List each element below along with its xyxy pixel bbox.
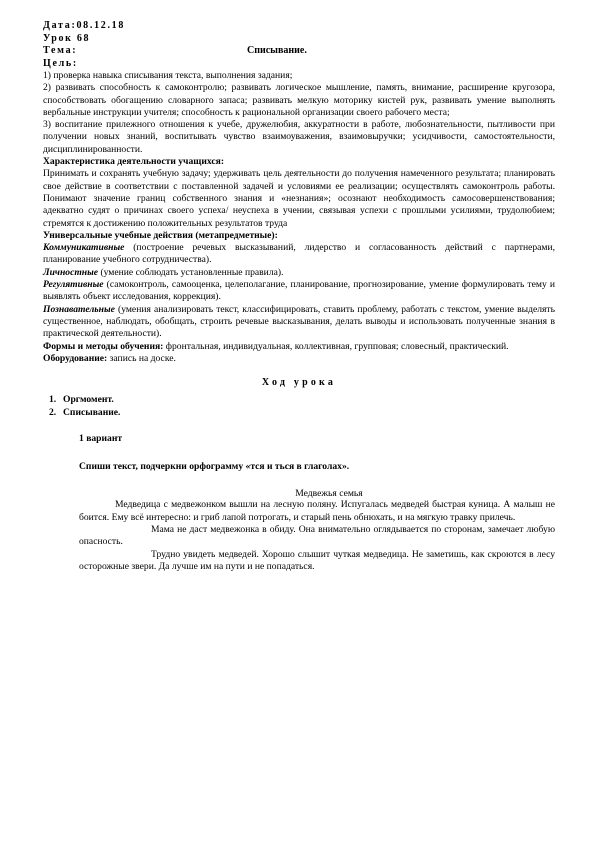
activity-text: Принимать и сохранять учебную задачу; удерживать цель деятельности до получения намеченного результата; планировать свое действие в соответствии с поставленной задачей и условиями ее реализации; осуществлять самоконтроль работы. Понимают значение границ собственного знания и «незнания»; осознают необходимость самосовершенствования; адекватно судят о причинах своего успеха/ неуспеха в учении, связывая успехи с прошлыми усилиями, трудолюбием; стремятся к достижению положительных результатов труда <box>43 168 555 229</box>
uud-communicative-label: Коммуникативные <box>43 242 125 254</box>
document-page <box>43 20 555 573</box>
forms-text: фронтальная, индивидуальная, коллективная, групповая; словесный, практический. <box>163 340 509 352</box>
uud-regulative <box>43 279 555 304</box>
forms-label: Формы и методы обучения: <box>43 340 164 352</box>
goal-label: Цель: <box>43 57 78 69</box>
lesson-number: Урок 68 <box>43 32 91 44</box>
story-paragraph: Мама не даст медвежонка в обиду. Она внимательно оглядывается по сторонам, замечает любую опасность. <box>79 523 555 548</box>
theme-title: Списывание. <box>247 45 307 56</box>
course-title: Ход урока <box>261 377 337 389</box>
task-instruction: Спиши текст, подчеркни орфограмму «тся и ться в глаголах». <box>79 461 350 473</box>
story-paragraph: Медведица с медвежонком вышли на лесную поляну. Испугалась медведей быстрая куница. А малыш не боится. Ему всё интересно: и гриб лапой потрогать, и старый пень обнюхать, и на мягкую травку прилечь. <box>79 499 555 523</box>
goal-2: 2) развивать способность к самоконтролю; развивать логическое мышление, память, внимание, расширение кругозора, способствовать обогащению словарного запаса; развивать мелкую моторику кистей рук, развивать умение выполнять вербальные инструкции учителя; способность к рациональной организации своего рабочего места; <box>43 82 555 118</box>
goal-1: 1) проверка навыка списывания текста, выполнения задания; <box>43 70 293 81</box>
course-step-label: Списывание. <box>63 406 121 418</box>
course-steps <box>43 394 555 420</box>
theme-row <box>43 45 555 58</box>
story-paragraph: Трудно увидеть медведей. Хорошо слышит чуткая медведица. Не заметишь, как скроются в лесу осторожные звери. Да лучше им на пути и не попадаться. <box>79 548 555 572</box>
equipment-label: Оборудование: <box>43 352 108 364</box>
uud-cognitive-text: (умения анализировать текст, классифицировать, ставить проблему, работать с текстом, умение выделять существенное, наблюдать, обобщать, строить речевые высказывания, делать выводы и использовать полученные знания в практической деятельности). <box>43 303 555 340</box>
course-step <box>43 394 555 407</box>
course-step-label: Оргмомент. <box>63 394 114 406</box>
uud-personal-label: Личностные <box>43 266 99 278</box>
course-step <box>43 407 555 420</box>
uud-personal <box>43 267 555 279</box>
uud-title: Универсальные учебные действия (метапредметные): <box>43 229 278 241</box>
story-title: Медвежья семья <box>295 488 363 500</box>
uud-communicative <box>43 242 555 267</box>
activity-title: Характеристика деятельности учащихся: <box>43 156 225 168</box>
equipment-text: запись на доске. <box>107 352 176 364</box>
uud-regulative-text: (самоконтроль, самооценка, целеполагание, планирование, прогнозирование, умение формулировать тему и выявлять объект исследования, коррекция). <box>43 279 555 303</box>
goal-3: 3) воспитание прилежного отношения к учебе, дружелюбия, аккуратности в работе, любознательности, пытливости при получении новых знаний, воспитывать чувство взаимоуважения, взаимовыручки; усидчивости, самостоятельности, дисциплинированности. <box>43 119 555 155</box>
uud-personal-text: (умение соблюдать установленные правила). <box>98 266 284 278</box>
uud-communicative-text: (построение речевых высказываний, лидерство и согласованность действий с партнерами, планирование учебного сотрудничества). <box>43 242 555 266</box>
variant-label: 1 вариант <box>79 432 123 444</box>
forms-methods <box>43 341 555 353</box>
uud-cognitive-label: Познавательные <box>43 303 115 315</box>
uud-regulative-label: Регулятивные <box>43 279 104 291</box>
course-step-number: 2. <box>49 406 57 418</box>
course-step-number: 1. <box>49 394 57 406</box>
equipment <box>43 353 555 365</box>
uud-cognitive <box>43 304 555 341</box>
theme-label: Тема: <box>43 45 78 56</box>
lesson-date: Дата:08.12.18 <box>43 20 126 31</box>
